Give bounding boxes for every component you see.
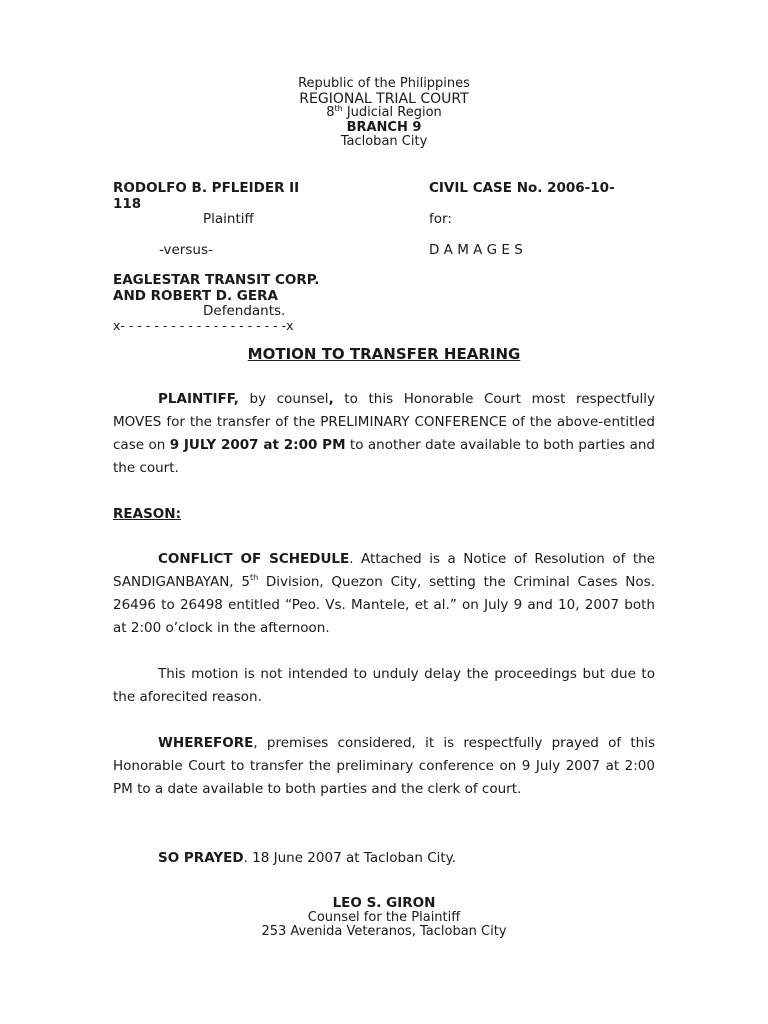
plaintiff-name-line1: RODOLFO B. PFLEIDER II [113, 180, 300, 196]
paragraph-prayer: WHEREFORE, premises considered, it is respectfully prayed of this Honorable Court to transfer the preliminary conference on 9 July 2007 at 2:00 PM to a date available to both parties and the clerk of court. [113, 735, 655, 797]
paragraph-intent: This motion is not intended to unduly delay the proceedings but due to the aforecited reason. [113, 666, 655, 705]
plaintiff-label: Plaintiff [203, 211, 254, 227]
case-number: CIVIL CASE No. 2006-10- [429, 180, 615, 196]
paragraph-so-prayed: SO PRAYED. 18 June 2007 at Tacloban City. [158, 850, 457, 866]
versus-label: -versus- [159, 242, 213, 258]
reason-heading: REASON: [113, 506, 181, 522]
caption-separator: x- - - - - - - - - - - - - - - - - - - -x [113, 318, 294, 333]
judicial-region [0, 106, 768, 121]
paragraph-reason: CONFLICT OF SCHEDULE. Attached is a Notice of Resolution of the SANDIGANBAYAN, 5th Division, Quezon City, setting the Criminal Cases Nos. 26496 to 26498 entitled “Peo. Vs. Mantele, et al.” on July 9 and 10, 2007 both at 2:00 o’clock in the afternoon. [113, 551, 655, 636]
paragraph-motion: PLAINTIFF, by counsel, to this Honorable Court most respectfully MOVES for the transfer of the PRELIMINARY CONFERENCE of the above-entitled case on 9 JULY 2007 at 2:00 PM to another date available to both parties and the court. [113, 391, 655, 476]
republic-line: Republic of the Philippines [298, 76, 470, 91]
counsel-address: 253 Avenida Veteranos, Tacloban City [261, 924, 507, 939]
region-ordinal: th [334, 104, 343, 113]
wherefore-lead: WHEREFORE [158, 735, 254, 751]
motion-title: MOTION TO TRANSFER HEARING [247, 345, 521, 363]
region-number: 8 [326, 105, 335, 120]
branch-line: BRANCH 9 [346, 119, 422, 135]
signature-block [0, 896, 768, 940]
counsel-title: Counsel for the Plaintiff [307, 909, 461, 925]
case-nature: D A M A G E S [429, 242, 523, 258]
plaintiff-name-line2: 118 [113, 196, 142, 212]
region-text: Judicial Region [342, 105, 442, 120]
defendant-label: Defendants. [203, 303, 286, 319]
court-name: REGIONAL TRIAL COURT [299, 90, 469, 107]
counsel-name: LEO S. GIRON [332, 895, 436, 911]
so-prayed-lead: SO PRAYED [158, 850, 244, 866]
for-label: for: [429, 211, 452, 227]
conflict-lead: CONFLICT OF SCHEDULE [158, 551, 350, 567]
hearing-date: 9 JULY 2007 at 2:00 PM [169, 437, 346, 453]
city-line: Tacloban City [340, 134, 428, 149]
defendant-name-line1: EAGLESTAR TRANSIT CORP. [113, 272, 320, 288]
court-header [0, 77, 768, 150]
defendant-name-line2: AND ROBERT D. GERA [113, 288, 278, 304]
plaintiff-lead: PLAINTIFF, [158, 391, 239, 407]
